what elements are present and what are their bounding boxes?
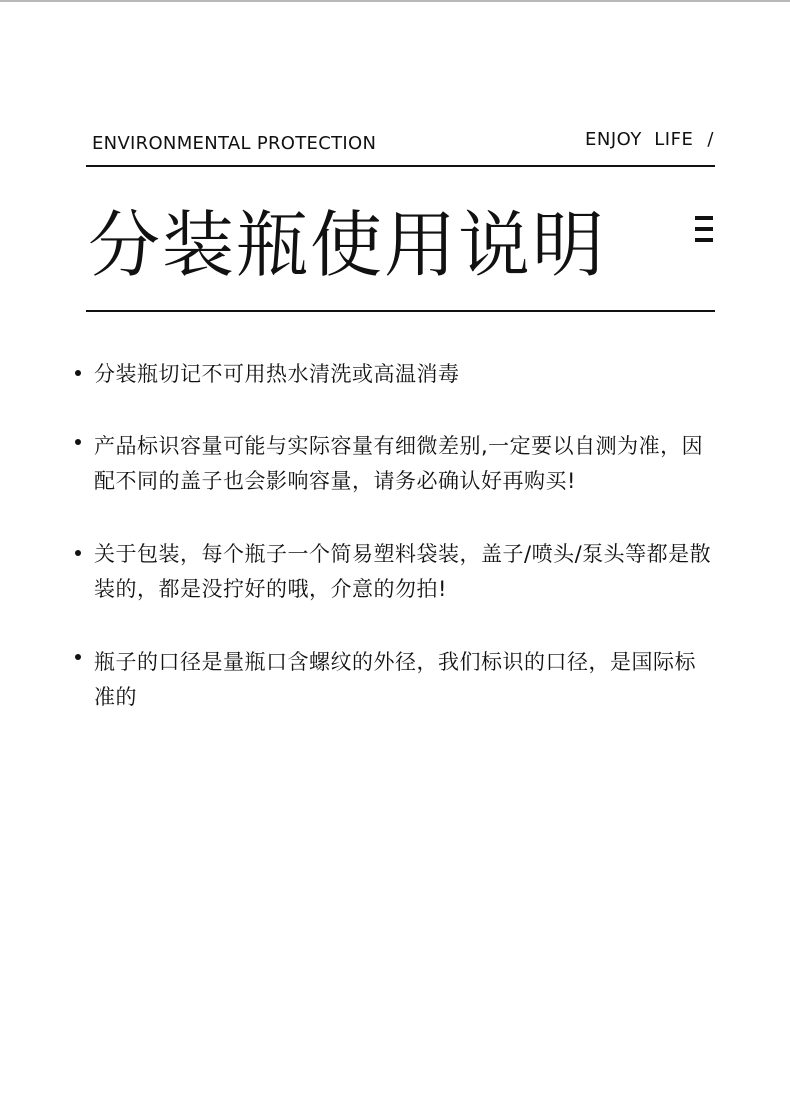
usage-note: 产品标识容量可能与实际容量有细微差别,一定要以自测为准，因配不同的盖子也会影响容量，请务必确认好再购买! <box>94 429 714 499</box>
menu-icon <box>695 216 713 244</box>
header-right-text: ENJOY LIFE <box>585 129 694 150</box>
page-title: 分装瓶使用说明 <box>88 203 607 287</box>
bottom-divider <box>86 310 715 312</box>
usage-note: 分装瓶切记不可用热水清洗或高温消毒 <box>94 357 714 392</box>
header-left-label: ENVIRONMENTAL PROTECTION <box>92 133 377 154</box>
header-right-slash: / <box>707 129 714 150</box>
header-right-label <box>585 129 714 150</box>
usage-note: 瓶子的口径是量瓶口含螺纹的外径，我们标识的口径，是国际标准的 <box>94 645 714 715</box>
top-border <box>0 0 790 2</box>
usage-note: 关于包装，每个瓶子一个简易塑料袋装，盖子/喷头/泵头等都是散装的，都是没拧好的哦，介意的勿拍! <box>94 537 714 607</box>
top-divider <box>86 165 715 167</box>
